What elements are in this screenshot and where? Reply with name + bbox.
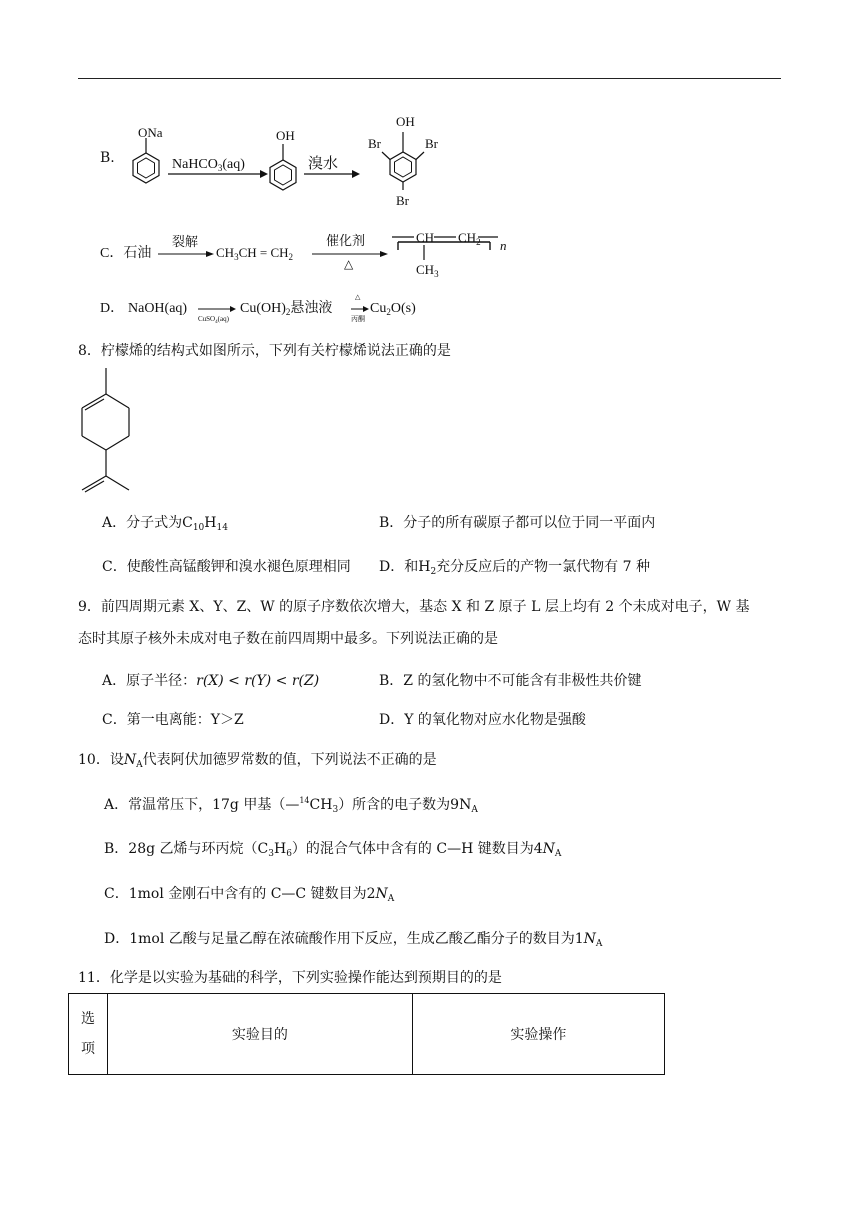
- q10-option-b[interactable]: B．28g 乙烯与环丙烷$(C_3H_6)$的混合气体中含有的 C—H 键数目为$4N_A$: [104, 841, 562, 859]
- q7-option-d-scheme: [98, 290, 518, 330]
- q10-stem: 10．设$N_A$代表阿伏加德罗常数的值，下列说法不正确的是: [78, 752, 437, 770]
- svg-text:CuSO4(aq): CuSO$_4$(aq): [198, 315, 229, 325]
- svg-text:裂解: 裂解: [172, 234, 199, 249]
- q7-option-b-label: B.: [100, 150, 115, 166]
- q9-option-d[interactable]: D．Y 的氧化物对应水化物是强酸: [379, 712, 586, 728]
- svg-text:△: △: [344, 257, 354, 271]
- svg-text:CH3CH = CH2: $CH_3CH = CH_2$: [216, 245, 294, 262]
- reaction-arrow-1: [168, 157, 268, 178]
- q11-stem: 11．化学是以实验为基础的科学，下列实验操作能达到预期目的的是: [78, 970, 502, 986]
- q8-option-b[interactable]: B．分子的所有碳原子都可以位于同一平面内: [379, 515, 656, 531]
- option-c-label: C．石油: [100, 246, 152, 261]
- reaction-arrow-acetone: [351, 293, 369, 323]
- svg-text:CH3: $CH_3$: [416, 262, 439, 279]
- q9-option-a[interactable]: A．原子半径：r(X) < r(Y) < r(Z): [102, 673, 320, 689]
- q11-table: [68, 993, 665, 1075]
- q8-stem: 8．柠檬烯的结构式如图所示，下列有关柠檬烯说法正确的是: [78, 343, 451, 359]
- sodium-phenoxide-structure: [133, 125, 163, 183]
- svg-text:催化剂: 催化剂: [326, 233, 366, 248]
- svg-text:NaHCO3(aq): NaHCO$_3$(aq): [172, 157, 245, 173]
- q9-stem-line2: 态时其原子核外未成对电子数在前四周期中最多。下列说法正确的是: [78, 631, 498, 647]
- header-rule: [78, 78, 781, 79]
- svg-text:Br: Br: [368, 136, 381, 151]
- q9-option-b[interactable]: B．Z 的氢化物中不可能含有非极性共价键: [379, 673, 642, 689]
- svg-text:溴水: 溴水: [308, 156, 339, 172]
- svg-text:Cu(OH)2悬浊液: $Cu(OH)_2$悬浊液: [240, 301, 333, 317]
- q7-option-b-scheme: [120, 110, 460, 210]
- q9-option-c[interactable]: C．第一电离能：Y＞Z: [102, 712, 244, 728]
- q8-option-c[interactable]: C．使酸性高锰酸钾和溴水褪色原理相同: [102, 559, 351, 575]
- q9-stem-line1: 9．前四周期元素 X、Y、Z、W 的原子序数依次增大，基态 X 和 Z 原子 L 层上均有 2 个未成对电子，W 基: [78, 599, 750, 615]
- svg-text:OH: OH: [396, 114, 415, 129]
- svg-text:NaOH(aq): NaOH(aq): [128, 301, 188, 316]
- svg-text:丙酮: 丙酮: [351, 315, 365, 323]
- polypropylene-structure: [392, 230, 507, 279]
- svg-text:Br: Br: [396, 193, 409, 208]
- svg-text:Br: Br: [425, 136, 438, 151]
- limonene-structure: [74, 366, 144, 496]
- q10-option-a[interactable]: A．常温常压下，17g 甲基$(—^{14}CH_3)$所含的电子数为$9N_A$: [104, 796, 478, 815]
- svg-text:CH: CH: [416, 230, 435, 245]
- svg-text:Cu2O(s): $Cu_2O(s)$: [370, 301, 416, 317]
- q10-option-d[interactable]: D．1mol 乙酸与足量乙醇在浓硫酸作用下反应，生成乙酸乙酯分子的数目为$1N_A$: [104, 931, 603, 949]
- svg-text:n: n: [500, 238, 507, 253]
- q8-option-d[interactable]: D．和$H_2$充分反应后的产物一氯代物有 7 种: [379, 559, 650, 577]
- reaction-arrow-catalyst: [312, 233, 388, 271]
- q10-option-c[interactable]: C．1mol 金刚石中含有的 C—C 键数目为$2N_A$: [104, 886, 395, 904]
- q7-option-c-scheme: [98, 230, 558, 280]
- svg-text:△: △: [355, 293, 361, 301]
- oh-label: OH: [276, 128, 295, 143]
- header-operation-cell: 实验操作: [412, 994, 664, 1075]
- phenol-structure: [270, 128, 296, 190]
- option-d-label: D．: [100, 301, 125, 316]
- header-purpose-cell: 实验目的: [107, 994, 412, 1075]
- header-option-cell: 选 项: [69, 994, 108, 1075]
- q8-option-a[interactable]: A．分子式为$C_{10}H_{14}$: [102, 515, 228, 533]
- reaction-arrow-2: [304, 155, 360, 178]
- reaction-arrow-cuso4: [198, 306, 236, 325]
- reaction-arrow-crack: [158, 234, 214, 257]
- svg-text:CH2: $CH_2$: [458, 230, 481, 247]
- tribromophenol-structure: [368, 114, 439, 208]
- ona-label: ONa: [138, 125, 163, 140]
- table-header-row: [69, 994, 665, 1075]
